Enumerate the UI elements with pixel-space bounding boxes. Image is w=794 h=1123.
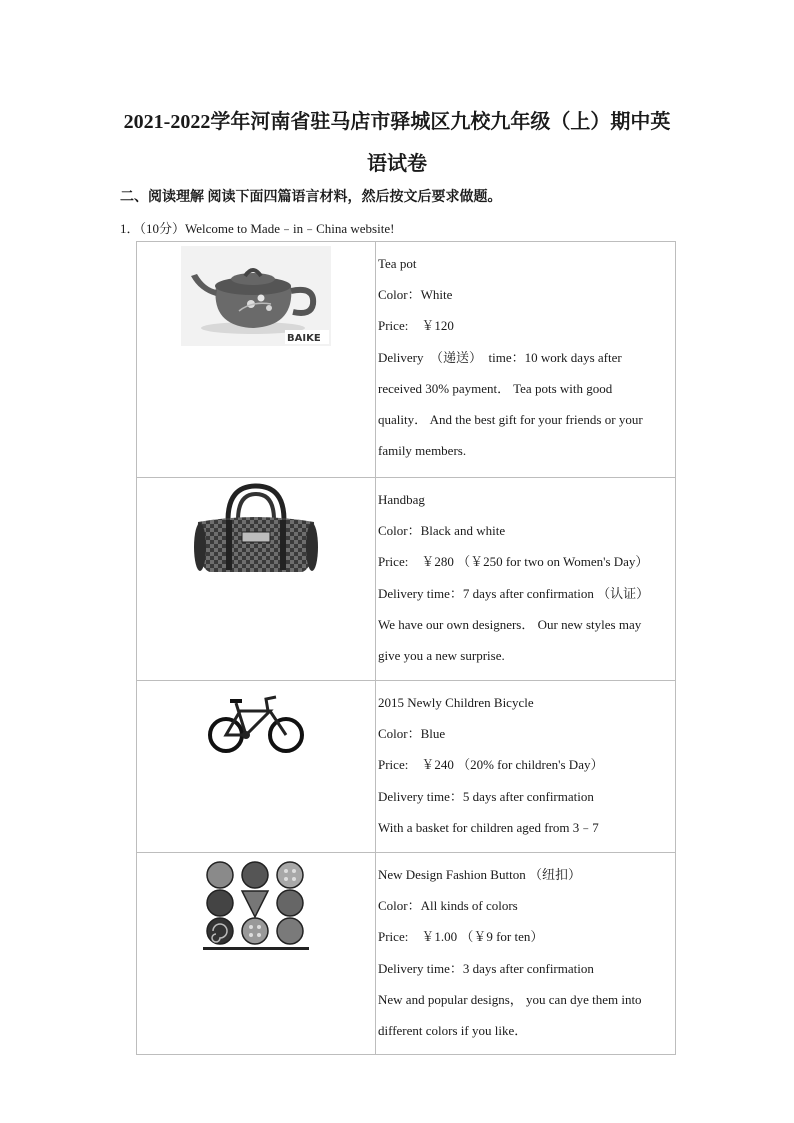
baike-watermark: BAIKE — [287, 333, 321, 344]
question-label: 1．（10分）Welcome to Made﹣in﹣China website! — [120, 221, 395, 236]
teapot-image — [181, 246, 331, 346]
product-price: Price: ￥120 — [378, 318, 454, 334]
bicycle-image — [206, 691, 306, 755]
image-cell — [137, 681, 376, 853]
description-cell — [376, 853, 676, 1055]
product-row-bicycle — [137, 681, 676, 853]
exam-title-line2: 语试卷 — [367, 153, 427, 175]
product-description-line: We have our own designers． Our new styles may — [378, 616, 642, 632]
buttons-image — [201, 861, 311, 951]
product-description-line: With a basket for children aged from 3﹣7 — [378, 819, 599, 835]
product-row-buttons — [137, 853, 676, 1055]
image-cell — [137, 853, 376, 1055]
product-name: Handbag — [378, 492, 425, 507]
product-description-line: New and popular designs， you can dye them into — [378, 991, 642, 1007]
image-cell — [137, 242, 376, 478]
product-description-line: received 30% payment． Tea pots with good — [378, 380, 613, 396]
product-delivery: Delivery time：5 days after confirmation — [378, 788, 594, 804]
product-price: Price: ￥240 （20% for children's Day） — [378, 757, 604, 773]
product-color: Color：White — [378, 287, 453, 303]
exam-title-line1: 2021-2022学年河南省驻马店市驿城区九校九年级（上）期中英 — [123, 111, 671, 133]
product-name: 2015 Newly Children Bicycle — [378, 695, 534, 710]
product-name: Tea pot — [378, 256, 417, 271]
product-name: New Design Fashion Button （纽扣） — [378, 867, 581, 882]
description-cell — [376, 478, 676, 681]
product-delivery: Delivery time：7 days after confirmation （认证） — [378, 585, 650, 601]
product-color: Color：Blue — [378, 726, 446, 742]
description-cell — [376, 681, 676, 853]
product-row-handbag — [137, 478, 676, 681]
product-delivery: Delivery （递送） time：10 work days after — [378, 349, 622, 365]
product-row-teapot — [137, 242, 676, 478]
product-description-line: family members. — [378, 443, 467, 459]
product-color: Color：All kinds of colors — [378, 898, 518, 914]
handbag-image — [186, 480, 326, 580]
product-description-line: give you a new surprise. — [378, 648, 505, 664]
product-price: Price: ￥280 （￥250 for two on Women's Day） — [378, 554, 649, 570]
product-color: Color：Black and white — [378, 523, 506, 539]
image-cell — [137, 478, 376, 681]
product-price: Price: ￥1.00 （￥9 for ten） — [378, 929, 544, 945]
section-heading: 二、阅读理解 阅读下面四篇语言材料，然后按文后要求做题。 — [120, 190, 502, 205]
product-description-line: different colors if you like． — [378, 1023, 528, 1039]
description-cell — [376, 242, 676, 478]
product-delivery: Delivery time：3 days after confirmation — [378, 960, 594, 976]
product-description-line: quality． And the best gift for your friends or your — [378, 412, 643, 428]
product-table — [136, 241, 676, 1055]
